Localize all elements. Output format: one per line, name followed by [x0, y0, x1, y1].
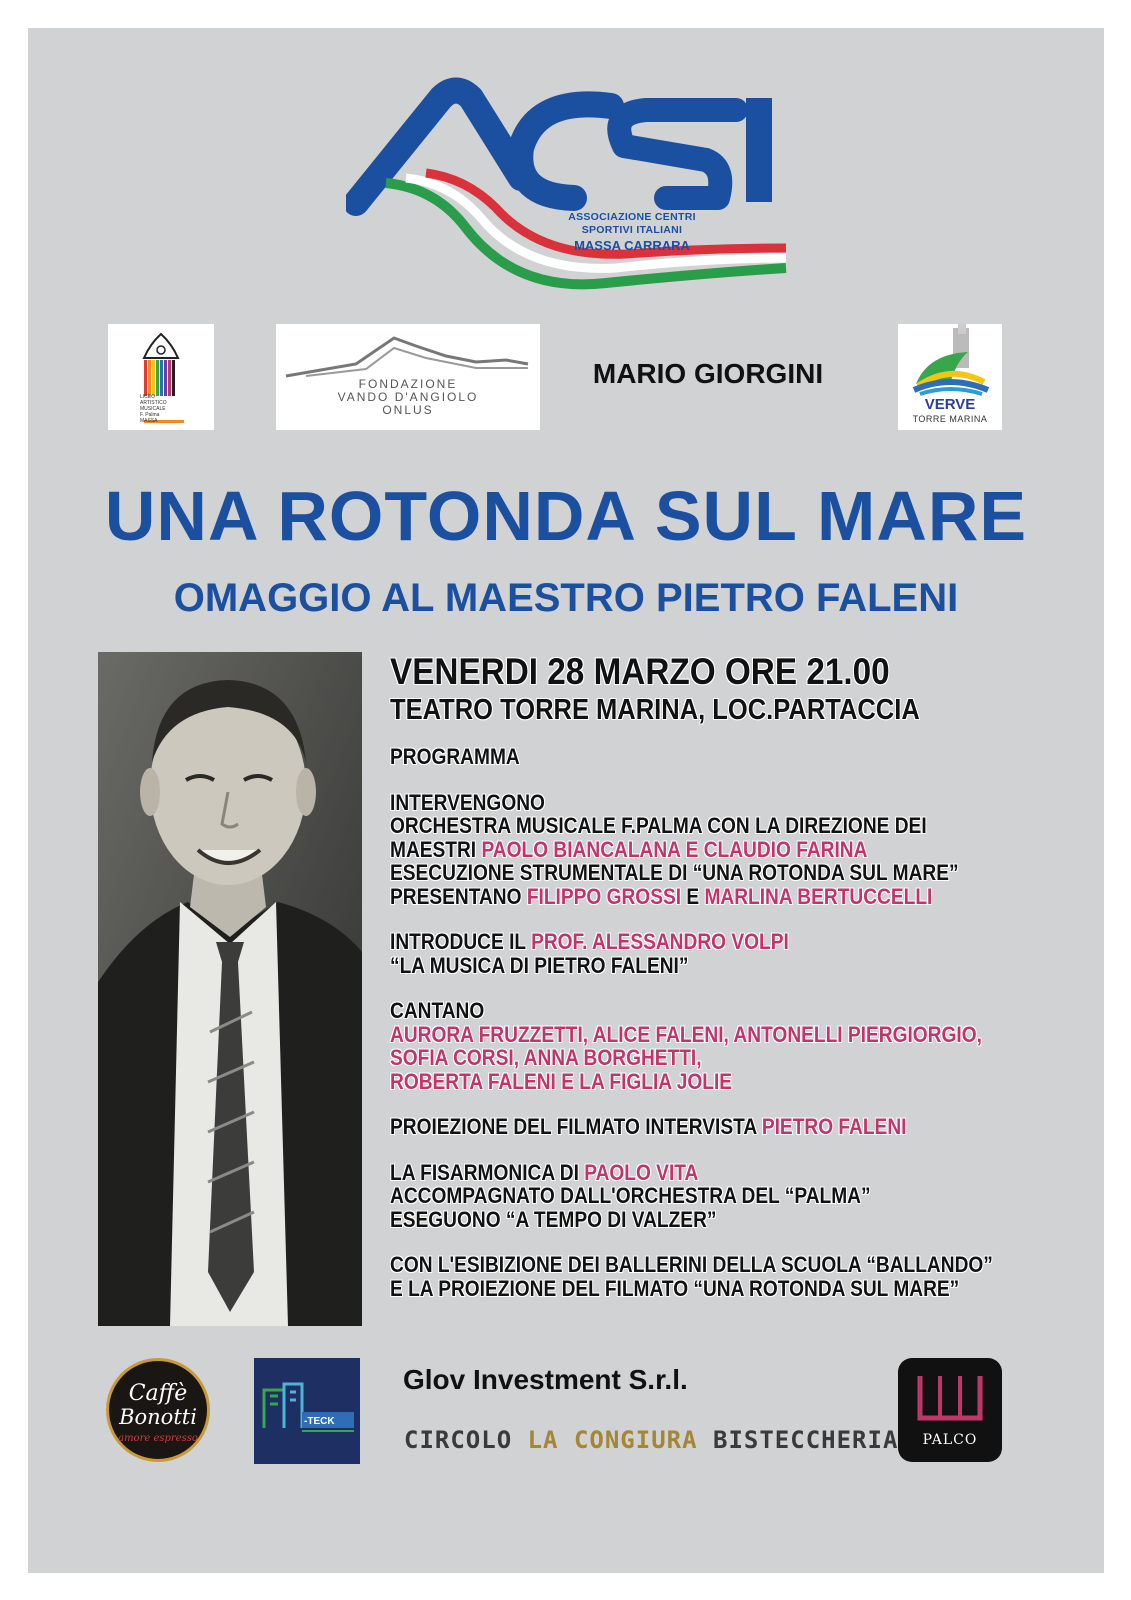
- circolo-sponsor: [404, 1426, 898, 1454]
- fondazione-logo: [276, 324, 540, 430]
- program-block: [390, 651, 1090, 1300]
- presentano-prefix: PRESENTANO: [390, 883, 527, 909]
- mario-giorgini-sponsor: MARIO GIORGINI: [592, 358, 824, 389]
- singers-line-3: ROBERTA FALENI E LA FIGLIA JOLIE: [390, 1068, 733, 1094]
- esibizione-line: CON L'ESIBIZIONE DEI BALLERINI DELLA SCUOLA “BALLANDO”: [390, 1252, 993, 1277]
- mountain-icon: [276, 324, 540, 384]
- fisarmonica-name: PAOLO VITA: [584, 1159, 699, 1185]
- teck-label: -TECK: [304, 1416, 335, 1427]
- singers-line-1: AURORA FRUZZETTI, ALICE FALENI, ANTONELLI PIERGIORGIO,: [390, 1021, 982, 1047]
- palco-label: PALCO: [922, 1432, 978, 1448]
- acsi-line-1: ASSOCIAZIONE CENTRI: [568, 211, 696, 223]
- esecuzione-line: ESECUZIONE STRUMENTALE DI “UNA ROTONDA SUL MARE”: [390, 860, 959, 885]
- circolo-prefix: CIRCOLO: [404, 1426, 528, 1454]
- circolo-suffix: BISTECCHERIA: [697, 1426, 899, 1454]
- program-heading: PROGRAMMA: [390, 744, 520, 769]
- proiezione-name: PIETRO FALENI: [761, 1114, 907, 1139]
- maestri-line: [390, 838, 999, 862]
- liceo-line: MASSA: [140, 418, 158, 424]
- circolo-name: LA CONGIURA: [527, 1426, 698, 1454]
- portrait-photo: [98, 652, 362, 1326]
- acsi-line-2: SPORTIVI ITALIANI: [581, 224, 683, 236]
- liceo-text: [140, 394, 167, 424]
- eseguono-line: ESEGUONO “A TEMPO DI VALZER”: [390, 1206, 717, 1232]
- proiezione-finale-line: E LA PROIEZIONE DEL FILMATO “UNA ROTONDA SUL MARE”: [390, 1275, 960, 1301]
- teck-logo-graphic: [254, 1358, 360, 1464]
- presentano-and: E: [681, 883, 705, 909]
- intervengono-label: INTERVENGONO: [390, 789, 545, 815]
- event-subtitle: OMAGGIO AL MAESTRO PIETRO FALENI: [173, 576, 959, 620]
- palco-logo: [898, 1358, 1002, 1462]
- introduce-topic: “LA MUSICA DI PIETRO FALENI”: [390, 952, 689, 978]
- acsi-logo-graphic: [346, 68, 816, 318]
- event-poster: [28, 28, 1104, 1573]
- presenter-1: FILIPPO GROSSI: [526, 883, 682, 909]
- caffe-bonotti-logo: [106, 1358, 210, 1462]
- orchestra-line: ORCHESTRA MUSICALE F.PALMA CON LA DIREZIONE DEI: [390, 813, 927, 838]
- maestri-prefix: MAESTRI: [390, 836, 482, 862]
- introduce-name: PROF. ALESSANDRO VOLPI: [531, 929, 789, 954]
- proiezione-prefix: PROIEZIONE DEL FILMATO INTERVISTA: [390, 1114, 762, 1139]
- accompagnato-line: ACCOMPAGNATO DALL'ORCHESTRA DEL “PALMA”: [390, 1183, 871, 1208]
- acsi-line-3: MASSA CARRARA: [574, 238, 690, 253]
- liceo-line: F. Palma: [140, 412, 160, 418]
- fondazione-line-3: ONLUS: [382, 403, 434, 417]
- caffe-line-3: amore espresso: [118, 1433, 198, 1444]
- fisarmonica-prefix: LA FISARMONICA DI: [390, 1159, 585, 1185]
- maestri-names: PAOLO BIANCALANA E CLAUDIO FARINA: [481, 836, 868, 862]
- liceo-logo: [108, 324, 214, 430]
- presentano-line: [390, 885, 999, 909]
- event-title: UNA ROTONDA SUL MARE: [104, 477, 1028, 555]
- cantano-label: CANTANO: [390, 998, 485, 1023]
- fisarmonica-line: [390, 1161, 999, 1185]
- liceo-line: ARTISTICO: [140, 400, 167, 406]
- presenter-2: MARLINA BERTUCCELLI: [704, 883, 933, 909]
- fondazione-line-1: FONDAZIONE: [358, 377, 458, 391]
- acsi-logo: [346, 68, 816, 318]
- glov-investment-sponsor: Glov Investment S.r.l.: [403, 1364, 688, 1395]
- liceo-line: MUSICALE: [140, 406, 166, 412]
- verve-subtitle: TORRE MARINA: [912, 414, 988, 424]
- singers-line-2: SOFIA CORSI, ANNA BORGHETTI,: [390, 1045, 702, 1070]
- introduce-line: [390, 930, 999, 954]
- proiezione-line: [390, 1115, 999, 1139]
- caffe-line-1: Caffè: [128, 1381, 188, 1406]
- verve-name: VERVE: [924, 396, 976, 413]
- teck-logo: [254, 1358, 360, 1464]
- event-venue: TEATRO TORRE MARINA, LOC.PARTACCIA: [390, 694, 920, 726]
- event-date: VENERDI 28 MARZO ORE 21.00: [390, 651, 890, 692]
- verve-logo: [898, 324, 1002, 430]
- caffe-line-2: Bonotti: [119, 1405, 197, 1429]
- verve-logo-graphic: [898, 324, 1002, 396]
- introduce-prefix: INTRODUCE IL: [390, 929, 532, 954]
- portrait-illustration: [98, 652, 362, 1326]
- liceo-line: LICEO: [140, 394, 156, 400]
- fondazione-line-2: VANDO D'ANGIOLO: [337, 390, 479, 404]
